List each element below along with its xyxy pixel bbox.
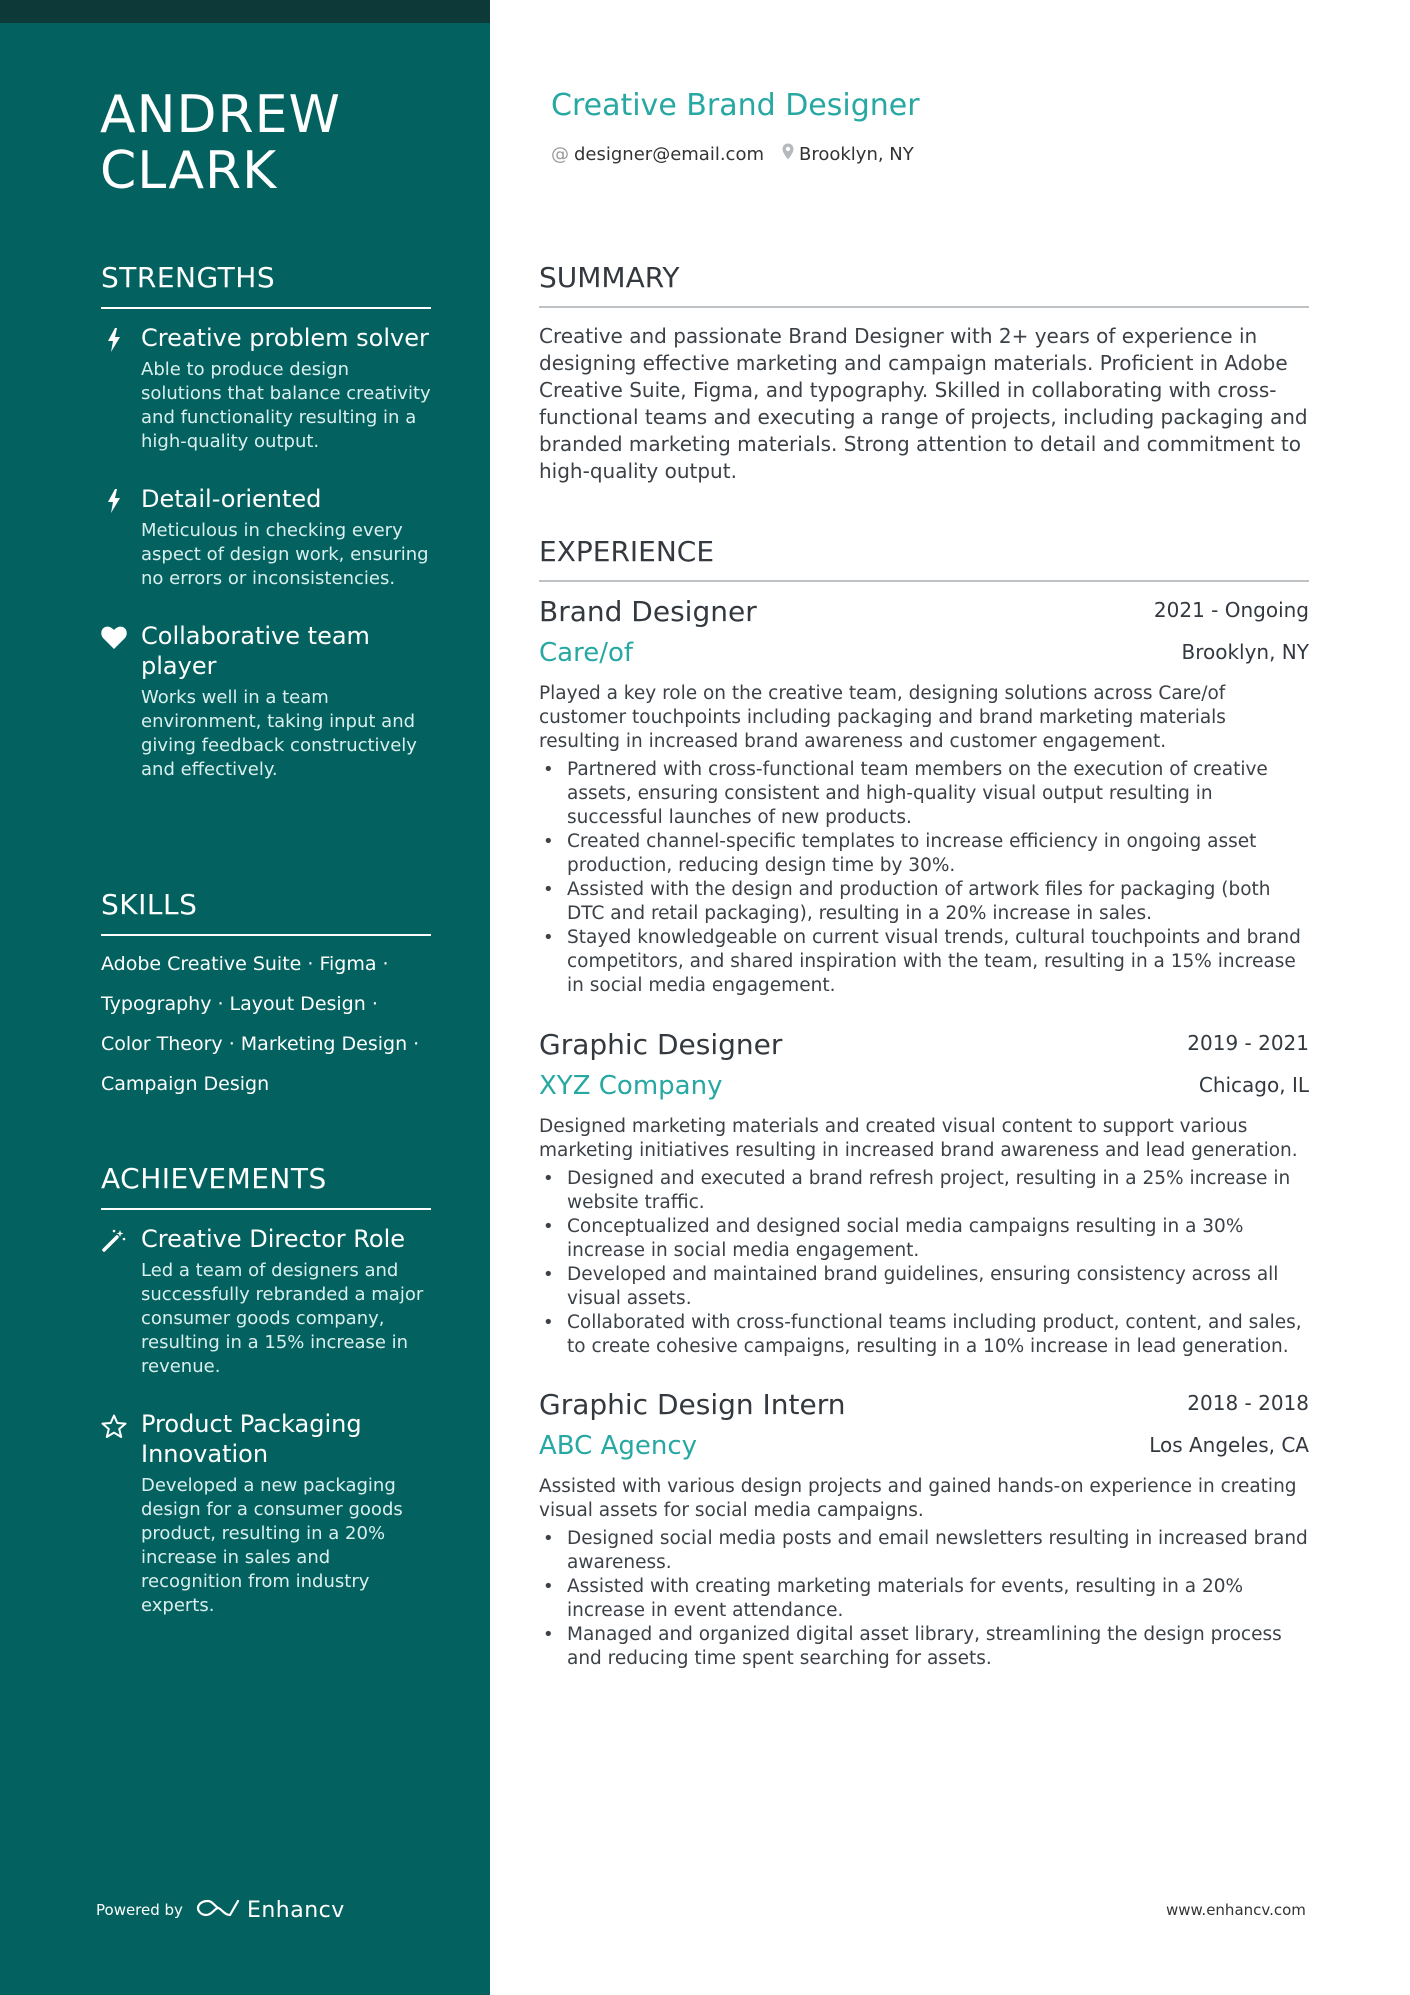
sidebar	[0, 0, 490, 1995]
heart-icon	[101, 625, 127, 651]
strength-desc: Meticulous in checking every aspect of design work, ensuring no errors or inconsistencies.	[141, 520, 429, 589]
job-bullet: • Managed and organized digital asset library, streamlining the design process and reducing time spent searching for assets.	[539, 1623, 1309, 1671]
contact-email[interactable]	[551, 144, 764, 165]
magic-wand-icon	[101, 1228, 127, 1254]
job-dates: 2018 - 2018	[1187, 1391, 1309, 1415]
job-bullet: • Conceptualized and designed social media campaigns resulting in a 30% increase in social media engagement.	[539, 1215, 1309, 1263]
job-bullet: • Assisted with creating marketing materials for events, resulting in a 20% increase in event attendance.	[539, 1575, 1309, 1623]
powered-by	[96, 1897, 345, 1923]
experience-heading: EXPERIENCE	[539, 534, 1309, 582]
achievements-section	[101, 1162, 431, 1648]
achievements-heading: ACHIEVEMENTS	[101, 1162, 431, 1210]
enhancv-logo-icon	[195, 1897, 241, 1923]
job-description: Designed marketing materials and created visual content to support various marketing initiatives resulting in increased brand awareness and lead generation.	[539, 1116, 1298, 1161]
skills-section	[101, 888, 431, 1096]
enhancv-logo[interactable]	[195, 1897, 345, 1923]
skills-heading: SKILLS	[101, 888, 431, 936]
job-location: Chicago, IL	[1198, 1073, 1309, 1097]
strength-title: Detail-oriented	[141, 485, 322, 513]
at-icon: @	[551, 143, 569, 165]
job-dates: 2019 - 2021	[1187, 1031, 1309, 1055]
strength-desc: Able to produce design solutions that balance creativity and functionality resulting in a high-quality output.	[141, 359, 431, 452]
achievement-desc: Developed a new packaging design for a consumer goods product, resulting in a 20% increase in sales and recognition from industry experts.	[141, 1475, 403, 1616]
bolt-icon	[101, 327, 127, 353]
contact-location	[782, 143, 914, 165]
achievement-title: Product Packaging Innovation	[141, 1410, 362, 1468]
strength-item	[101, 621, 431, 782]
strengths-section	[101, 261, 431, 812]
last-name: CLARK	[100, 141, 278, 201]
location-text: Brooklyn, NY	[799, 143, 914, 165]
website-link[interactable]: www.enhancv.com	[1166, 1901, 1306, 1919]
achievement-item	[101, 1224, 431, 1379]
bolt-icon	[101, 488, 127, 514]
star-icon	[101, 1413, 127, 1439]
achievement-title: Creative Director Role	[141, 1225, 405, 1253]
job-company[interactable]: Care/of	[539, 638, 634, 668]
profile-title: Creative Brand Designer	[551, 88, 920, 123]
job-bullet: • Collaborated with cross-functional teams including product, content, and sales, to create cohesive campaigns, resulting in a 10% increase in lead generation.	[539, 1311, 1309, 1359]
skills-line: Color Theory · Marketing Design ·	[101, 1033, 420, 1055]
candidate-name	[100, 87, 460, 199]
strength-item	[101, 484, 431, 591]
enhancv-brand-text: Enhancv	[246, 1897, 345, 1923]
job-company[interactable]: XYZ Company	[539, 1071, 723, 1101]
job-bullet: • Stayed knowledgeable on current visual trends, cultural touchpoints and brand competitors, and shared inspiration with the team, resulting in a 15% increase in social media engagement.	[539, 926, 1309, 998]
strength-title: Collaborative team player	[141, 622, 370, 680]
job-bullet: • Created channel-specific templates to increase efficiency in ongoing asset production, reducing design time by 30%.	[539, 830, 1309, 878]
experience-entry	[539, 1387, 1309, 1671]
job-bullet: • Designed social media posts and email newsletters resulting in increased brand awareness.	[539, 1527, 1309, 1575]
job-description: Played a key role on the creative team, designing solutions across Care/of customer touchpoints including packaging and brand marketing materials resulting in increased brand awareness and customer engagement.	[539, 683, 1226, 752]
job-dates: 2021 - Ongoing	[1153, 598, 1309, 622]
powered-by-label: Powered by	[96, 1901, 183, 1919]
sidebar-top-strip	[0, 0, 490, 23]
job-role: Graphic Design Intern	[539, 1388, 846, 1421]
strength-desc: Works well in a team environment, taking input and giving feedback constructively and effectively.	[141, 687, 417, 780]
job-bullet: • Developed and maintained brand guidelines, ensuring consistency across all visual assets.	[539, 1263, 1309, 1311]
summary-section	[539, 260, 1309, 485]
job-company[interactable]: ABC Agency	[539, 1431, 698, 1461]
job-bullet: • Assisted with the design and production of artwork files for packaging (both DTC and retail packaging), resulting in a 20% increase in sales.	[539, 878, 1309, 926]
job-location: Los Angeles, CA	[1149, 1433, 1309, 1457]
strength-title: Creative problem solver	[141, 324, 429, 352]
job-location: Brooklyn, NY	[1181, 640, 1309, 664]
job-role: Graphic Designer	[539, 1028, 783, 1061]
job-bullet: • Designed and executed a brand refresh project, resulting in a 25% increase in website traffic.	[539, 1167, 1309, 1215]
experience-entry	[539, 1027, 1309, 1359]
first-name: ANDREW	[100, 85, 341, 145]
email-text: designer@email.com	[574, 143, 764, 165]
experience-section	[539, 534, 1309, 582]
job-bullet: • Partnered with cross-functional team members on the execution of creative assets, ensuring consistent and high-quality visual output resulting in successful launches of new products.	[539, 758, 1309, 830]
summary-text: Creative and passionate Brand Designer with 2+ years of experience in designing effective marketing and campaign materials. Proficient in Adobe Creative Suite, Figma, and typography. Skilled in collaborating with cross-functional teams and executing a range of projects, including packaging and branded marketing materials. Strong attention to detail and commitment to high-quality output.	[539, 324, 1308, 483]
achievement-desc: Led a team of designers and successfully rebranded a major consumer goods company, resulting in a 15% increase in revenue.	[141, 1260, 424, 1377]
skills-line: Adobe Creative Suite · Figma ·	[101, 953, 389, 975]
achievement-item	[101, 1409, 431, 1618]
contact-info	[551, 143, 914, 165]
experience-entry	[539, 594, 1309, 998]
job-description: Assisted with various design projects and gained hands-on experience in creating visual assets for social media campaigns.	[539, 1476, 1297, 1521]
summary-heading: SUMMARY	[539, 260, 1309, 308]
strengths-heading: STRENGTHS	[101, 261, 431, 309]
strength-item	[101, 323, 431, 454]
skills-line: Campaign Design	[101, 1073, 270, 1095]
skills-line: Typography · Layout Design ·	[101, 993, 378, 1015]
location-pin-icon	[782, 143, 794, 165]
job-role: Brand Designer	[539, 595, 757, 628]
